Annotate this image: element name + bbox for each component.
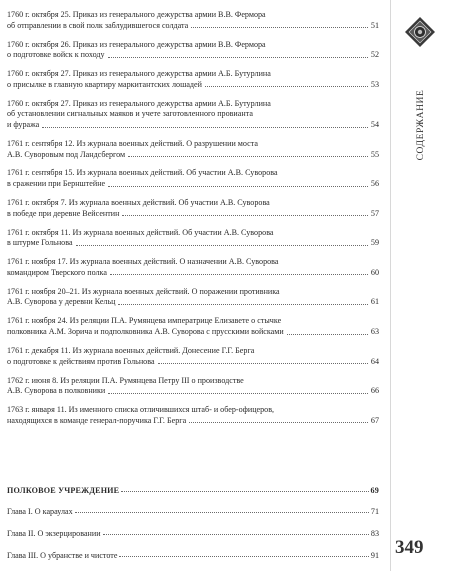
entry-page-number: 66 (370, 386, 379, 396)
entry-page-number: 59 (370, 238, 379, 248)
entry-final-line (7, 21, 379, 32)
entry-page-number: 67 (370, 415, 379, 425)
leader-dots (287, 334, 368, 335)
chapter-label: Глава III. О убранстве и чистоте (7, 550, 118, 560)
entry-final-line (7, 357, 379, 368)
leader-dots (76, 245, 368, 246)
toc-entry[interactable] (7, 316, 379, 337)
entry-text-line: в победе при деревне Вейсентин (7, 208, 120, 218)
entry-text-line: 1760 г. октября 27. Приказ из генерального дежурства армии А.Б. Бутурлина (7, 69, 271, 79)
leader-dots (75, 512, 369, 513)
toc-entry[interactable] (7, 69, 379, 90)
entry-text-line: А.В. Суворова у деревни Кельц (7, 297, 116, 307)
entry-page-number: 61 (370, 297, 379, 307)
leader-dots (103, 534, 369, 535)
chapter-row[interactable] (7, 549, 379, 560)
entry-text-line: в сражении при Бернштейне (7, 179, 106, 189)
entry-text-line: 1761 г. декабря 11. Из журнала военных действий. Донесение Г.Г. Берга (7, 345, 255, 355)
toc-entry[interactable] (7, 257, 379, 278)
entry-text-line: полковника А.М. Зорича и подполковника А.В. Суворова с прусскими войсками (7, 326, 284, 336)
entry-text-line: 1760 г. октября 27. Приказ из генерального дежурства армии А.Б. Бутурлина (7, 98, 271, 108)
chapter-page: 71 (370, 507, 379, 517)
entry-text-line: об отправлении в свой полк заблудившегося солдата (7, 20, 189, 30)
entry-text-line: 1763 г. января 11. Из именного списка отличившихся штаб- и обер-офицеров, (7, 405, 275, 415)
chapter-label: Глава II. О экзерцировании (7, 528, 101, 538)
toc-entry[interactable] (7, 287, 379, 308)
entry-page-number: 52 (370, 50, 379, 60)
toc-entry[interactable] (7, 405, 379, 426)
toc-entry[interactable] (7, 139, 379, 160)
entry-page-number: 56 (370, 179, 379, 189)
entry-text-line: 1762 г. июня 8. Из реляции П.А. Румянцева Петру III о производстве (7, 375, 244, 385)
leader-dots (118, 304, 367, 305)
leader-dots (108, 393, 368, 394)
entry-text-line: и фуража (7, 119, 40, 129)
entry-text-line: находящихся в команде генерал-поручика Г.Г. Берга (7, 415, 187, 425)
entry-page-number: 64 (370, 356, 379, 366)
entry-text-line: о присылке в главную квартиру маркитантских лошадей (7, 79, 202, 89)
entry-final-line (7, 238, 379, 249)
entry-text-line: 1760 г. октября 26. Приказ из генерального дежурства армии В.В. Фермора (7, 39, 266, 49)
entry-final-line (7, 179, 379, 190)
entry-final-line (7, 209, 379, 220)
entry-text-line: А.В. Суворовым под Ландсбергом (7, 149, 126, 159)
entry-text-line: 1761 г. сентября 12. Из журнала военных действий. О разрушении моста (7, 138, 258, 148)
entry-text-line: 1761 г. ноября 24. Из реляции П.А. Румянцева императрице Елизавете о стычке (7, 316, 282, 326)
toc-entry[interactable] (7, 10, 379, 31)
entry-text-line: 1761 г. октября 7. Из журнала военных действий. Об участии А.В. Суворова (7, 198, 270, 208)
entry-text-line: 1761 г. ноября 20–21. Из журнала военных действий. О поражении противника (7, 286, 280, 296)
page-number: 349 (395, 537, 424, 558)
entry-page-number: 57 (370, 208, 379, 218)
toc-entry[interactable] (7, 99, 379, 131)
toc-entry[interactable] (7, 198, 379, 219)
section-heading-row[interactable] (7, 484, 379, 495)
order-star-icon (404, 16, 436, 48)
entry-page-number: 53 (370, 79, 379, 89)
entry-page-number: 51 (370, 20, 379, 30)
entry-final-line (7, 297, 379, 308)
leader-dots (205, 86, 368, 87)
leader-dots (191, 27, 368, 28)
toc-entry[interactable] (7, 346, 379, 367)
entry-text-line: в штурме Гольнова (7, 238, 73, 248)
entry-text-line: 1760 г. октября 25. Приказ из генерального дежурства армии В.В. Фермора (7, 10, 266, 19)
entry-final-line (7, 416, 379, 427)
chapter-label: Глава I. О караулах (7, 507, 73, 517)
leader-dots (108, 57, 368, 58)
chapter-row[interactable] (7, 527, 379, 538)
leader-dots (119, 556, 368, 557)
toc-entries (7, 10, 379, 435)
entry-final-line (7, 120, 379, 131)
entry-page-number: 54 (370, 119, 379, 129)
running-section-title: СОДЕРЖАНИЕ (416, 89, 426, 161)
entry-final-line (7, 150, 379, 161)
entry-text-line: о подготовке войск к походу (7, 50, 105, 60)
leader-dots (189, 422, 368, 423)
toc-entry[interactable] (7, 376, 379, 397)
entry-text-line: 1761 г. октября 11. Из журнала военных действий. Об участии А.В. Суворова (7, 227, 274, 237)
leader-dots (122, 215, 367, 216)
chapter-page: 91 (370, 550, 379, 560)
leader-dots (110, 274, 368, 275)
entry-page-number: 60 (370, 267, 379, 277)
entry-text-line: А.В. Суворова в полковники (7, 386, 106, 396)
toc-entry[interactable] (7, 40, 379, 61)
leader-dots (121, 491, 368, 492)
entry-text-line: 1761 г. ноября 17. Из журнала военных действий. О назначении А.В. Суворова (7, 257, 279, 267)
entry-text-line: о подготовке к действиям против Гольнова (7, 356, 155, 366)
entry-final-line (7, 268, 379, 279)
entry-page-number: 55 (370, 149, 379, 159)
entry-final-line (7, 50, 379, 61)
entry-text-line: об установлении сигнальных маяков и учете заготовленного провианта (7, 109, 253, 119)
section-block (7, 484, 379, 571)
entry-final-line (7, 386, 379, 397)
toc-entry[interactable] (7, 228, 379, 249)
leader-dots (42, 127, 368, 128)
leader-dots (128, 156, 368, 157)
entry-final-line (7, 327, 379, 338)
chapter-row[interactable] (7, 506, 379, 517)
section-title: ПОЛКОВОЕ УЧРЕЖДЕНИЕ (7, 485, 120, 495)
entry-text-line: командиром Тверского полка (7, 267, 107, 277)
entry-final-line (7, 80, 379, 91)
entry-page-number: 63 (370, 326, 379, 336)
leader-dots (158, 363, 368, 364)
toc-entry[interactable] (7, 168, 379, 189)
chapter-page: 83 (370, 528, 379, 538)
section-page: 69 (370, 485, 379, 495)
margin-rule (390, 0, 391, 571)
entry-text-line: 1761 г. сентября 15. Из журнала военных действий. Об участии А.В. Суворова (7, 168, 278, 178)
leader-dots (108, 186, 368, 187)
